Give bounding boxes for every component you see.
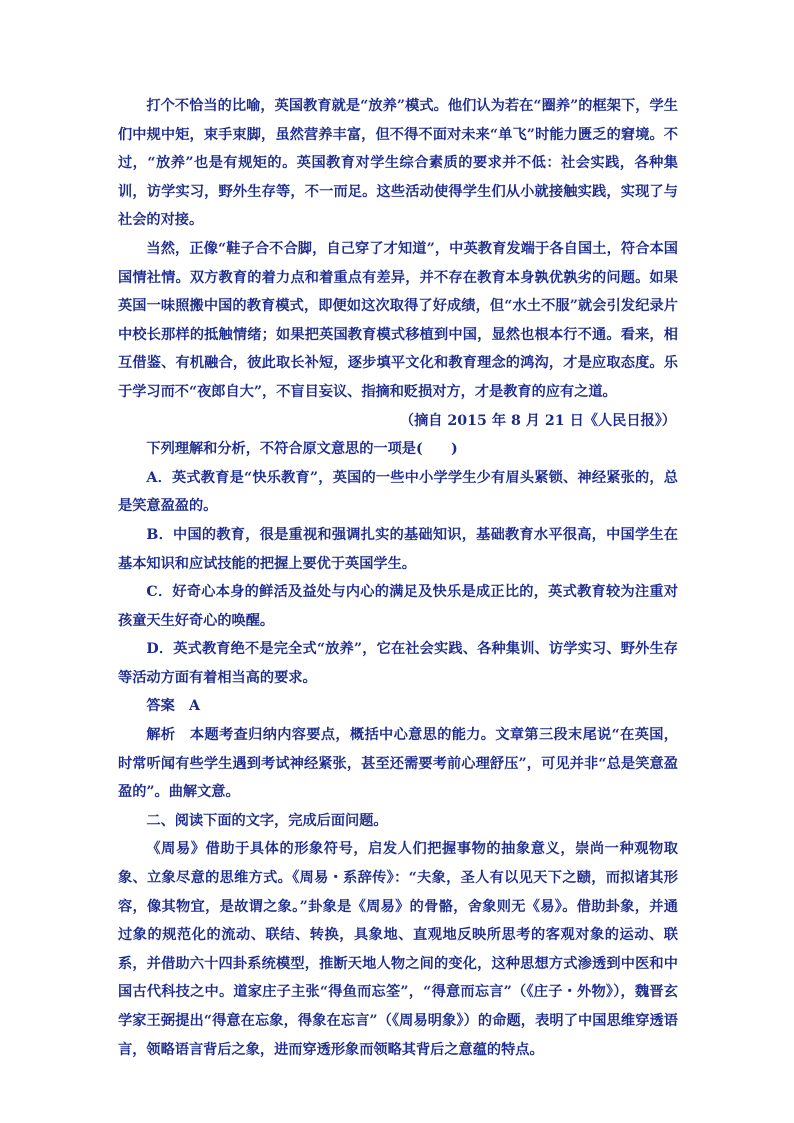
- analysis-paragraph: 解析 本题考查归纳内容要点，概括中心意思的能力。文章第三段末尾说“在英国，时常听闻有些学生遇到考试神经紧张，甚至还需要考前心理舒压”，可见并非“总是笑意盈盈的”。曲解文意。: [118, 727, 678, 801]
- section-heading: 二、阅读下面的文字，完成后面问题。: [146, 812, 388, 829]
- section-paragraph: 《周易》借助于具体的形象符号，启发人们把握事物的抽象意义，崇尚一种观物取象、立象尽意的思维方式。《周易・系辞传》：“夫象，圣人有以见天下之赜，而拟诸其形容，像其物宜，是故谓之象。”卦象是《周易》的骨骼，舍象则无《易》。借助卦象，并通过象的规范化的流动、联结、转换，具象地、直观地反映所思考的客观对象的运动、联系，并借助六十四卦系统模型，推断天地人物之间的变化，这种思想方式渗透到中医和中国古代科技之中。道家庄子主张“得鱼而忘筌”，“得意而忘言”（《庄子・外物》），魏晋玄学家王弼提出“得意在忘象，得象在忘言”（《周易明象》）的命题，表明了中国思维穿透语言，领略语言背后之象，进而穿透形象而领略其背后之意蕴的特点。: [118, 841, 678, 1058]
- option-a: A．英式教育是“快乐教育”，英国的一些中小学学生少有眉头紧锁、神经紧张的，总是笑意盈盈的。: [118, 469, 678, 515]
- document-page: [118, 92, 678, 1064]
- passage-paragraph-1: 打个不恰当的比喻，英国教育就是“放养”模式。他们认为若在“圈养”的框架下，学生们中规中矩，束手束脚，虽然营养丰富，但不得不面对未来“单飞”时能力匮乏的窘境。不过，“放养”也是有规矩的。英国教育对学生综合素质的要求并不低：社会实践，各种集训，访学实习，野外生存等，不一而足。这些活动使得学生们从小就接触实践，实现了与社会的对接。: [118, 98, 678, 229]
- option-b: B．中国的教育，很是重视和强调扎实的基础知识，基础教育水平很高，中国学生在基本知识和应试技能的把握上要优于英国学生。: [118, 526, 678, 572]
- passage-source: （摘自 2015 年 8 月 21 日《人民日报》）: [399, 412, 676, 429]
- passage-paragraph-2: 当然，正像“鞋子合不合脚，自己穿了才知道”，中英教育发端于各自国土，符合本国国情社情。双方教育的着力点和着重点有差异，并不存在教育本身孰优孰劣的问题。如果英国一味照搬中国的教育模式，即便如这次取得了好成绩，但“水土不服”就会引发纪录片中校长那样的抵触情绪；如果把英国教育模式移植到中国，显然也根本行不通。看来，相互借鉴、有机融合，彼此取长补短，逐步填平文化和教育理念的鸿沟，才是应取态度。乐于学习而不“夜郎自大”，不盲目妄议、指摘和贬损对方，才是教育的应有之道。: [118, 240, 678, 400]
- option-d: D．英式教育绝不是完全式“放养”，它在社会实践、各种集训、访学实习、野外生存等活动方面有着相当高的要求。: [118, 641, 678, 686]
- option-c: C．好奇心本身的鲜活及益处与内心的满足及快乐是成正比的，英式教育较为注重对孩童天生好奇心的唤醒。: [118, 584, 678, 629]
- question-stem: 下列理解和分析，不符合原文意思的一项是( ): [146, 441, 458, 458]
- answer-line: 答案 A: [146, 698, 200, 715]
